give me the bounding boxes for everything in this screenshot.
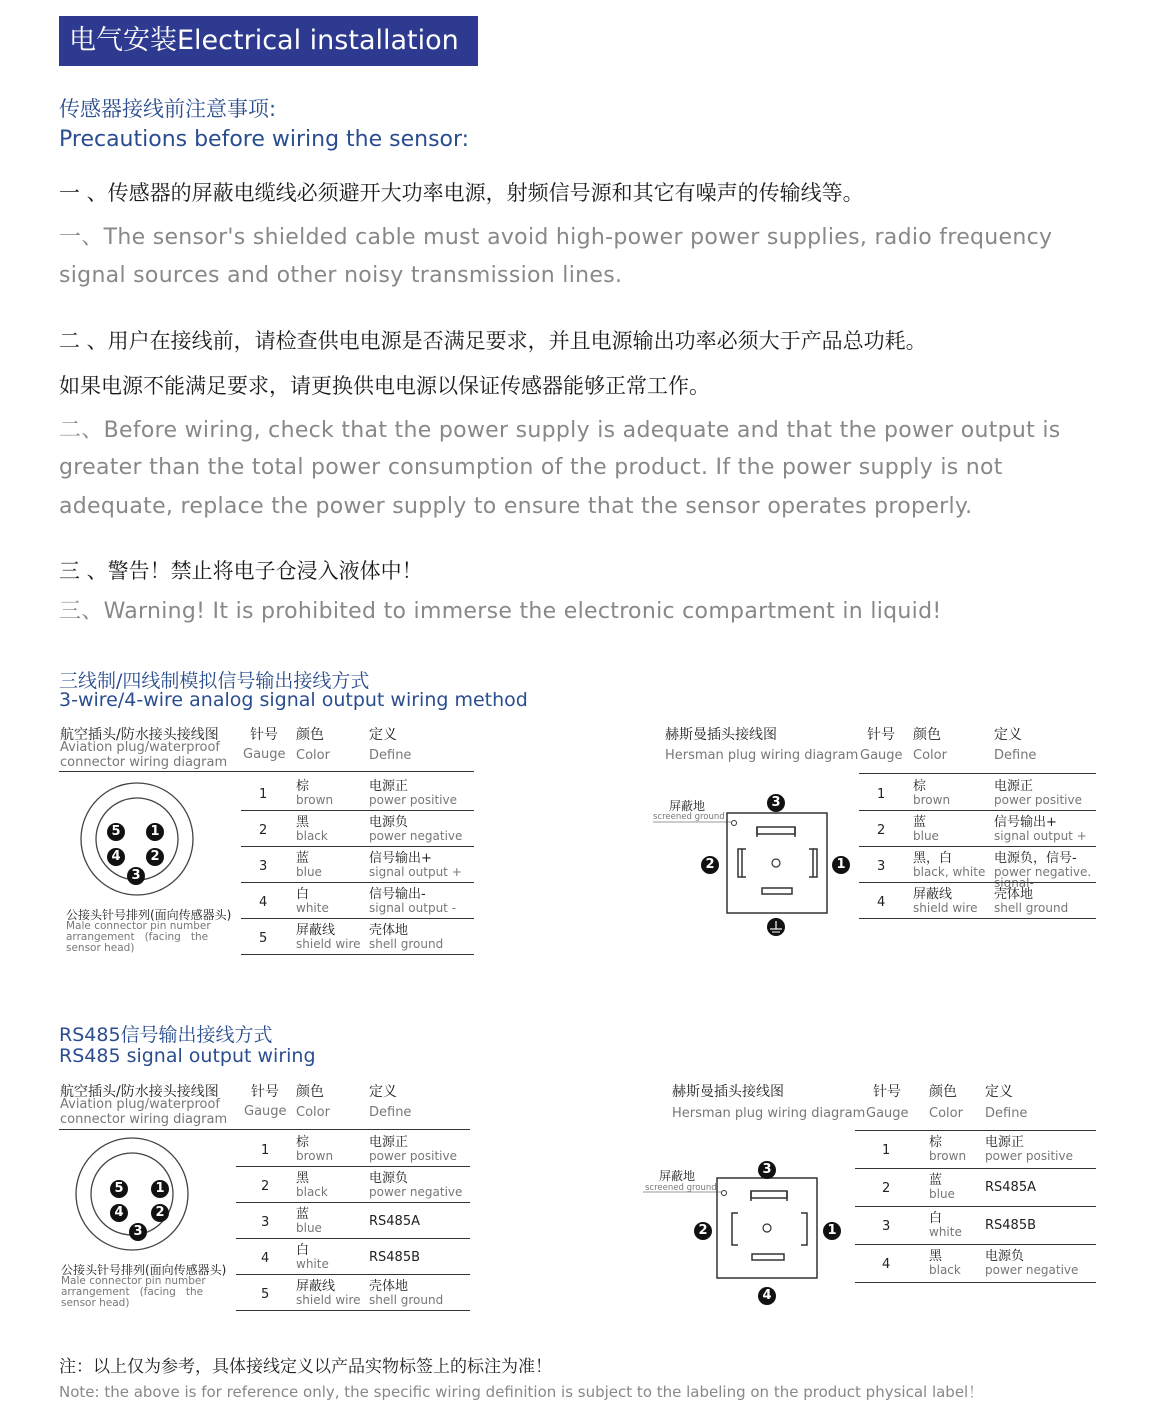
analog-left-gauge-1: 1 (259, 787, 268, 802)
rs485-left-color-cn: 屏蔽线 (296, 1279, 336, 1294)
rs485-left-gauge-5: 5 (261, 1287, 270, 1302)
analog-left-gauge-5: 5 (259, 931, 268, 946)
rs485-left-h-define-cn: 定义 (369, 1084, 397, 1100)
rs485-left-color-cn: 蓝 (296, 1207, 310, 1222)
analog-right-h-gauge-en: Gauge (860, 748, 903, 763)
rs485-right-h-gauge-cn: 针号 (873, 1084, 901, 1100)
analog-right-hirschmann-diagram (650, 785, 860, 945)
analog-right-define-cn: 电源正 (994, 779, 1034, 794)
analog-right-gauge-4: 4 (877, 895, 886, 910)
rs485-right-header-rule (855, 1130, 1096, 1131)
rs485-left-pin-1: 1 (151, 1177, 169, 1198)
rs485-left-h-define-en: Define (369, 1105, 412, 1120)
analog-right-h-color-cn: 颜色 (913, 727, 941, 743)
analog-right-pin-2: 2 (701, 853, 719, 874)
rs485-right-h-diagram-cn: 赫斯曼插头接线图 (672, 1084, 784, 1100)
rs485-right-h-color-cn: 颜色 (929, 1084, 957, 1100)
rs485-right-gauge-2: 2 (882, 1181, 891, 1196)
analog-right-h-diagram-en: Hersman plug wiring diagram (665, 748, 859, 763)
analog-left-define-cn: 信号输出- (369, 887, 426, 902)
precaution-2-cn-line2: 如果电源不能满足要求，请更换供电电源以保证传感器能够正常工作。 (59, 374, 710, 398)
analog-left-h-color-cn: 颜色 (296, 727, 324, 743)
analog-left-row-rule (241, 846, 474, 847)
rs485-left-define-cn: 壳体地 (369, 1279, 409, 1294)
analog-right-row-rule (859, 810, 1096, 811)
precaution-2-en-line1: 二、Before wiring, check that the power supply is adequate and that the power output is (59, 418, 1061, 443)
analog-right-ground-en: screened ground (653, 812, 725, 822)
analog-left-header-rule (59, 771, 474, 772)
rs485-right-pin-4: 4 (758, 1284, 776, 1305)
analog-right-define-en-2: signal- (994, 876, 1034, 890)
analog-right-define-cn: 壳体地 (994, 887, 1034, 902)
analog-left-h-gauge-en: Gauge (243, 747, 286, 762)
rs485-right-h-color-en: Color (929, 1106, 963, 1121)
analog-left-row-rule (241, 918, 474, 919)
analog-right-ground-cn: 屏蔽地 (669, 799, 706, 813)
analog-right-color-cn: 蓝 (913, 815, 927, 830)
rs485-left-color-en: white (296, 1257, 329, 1271)
rs485-right-gauge-1: 1 (882, 1143, 891, 1158)
note-cn: 注：以上仅为参考，具体接线定义以产品实物标签上的标注为准！ (59, 1357, 552, 1377)
analog-left-pin-1: 1 (146, 820, 164, 841)
rs485-left-caption-en2: arrangement (facing the (61, 1286, 204, 1298)
analog-left-caption-en3: sensor head) (66, 942, 135, 954)
rs485-right-hirschmann-diagram (640, 1158, 850, 1303)
analog-left-define-en: signal output - (369, 901, 457, 915)
analog-right-color-en: blue (913, 829, 939, 843)
precaution-3-en: 三、Warning! It is prohibited to immerse the electronic compartment in liquid! (59, 599, 942, 624)
analog-left-caption-cn: 公接头针号排列(面向传感器头) (66, 908, 232, 922)
rs485-right-define-en: power negative (985, 1263, 1079, 1277)
rs485-left-gauge-2: 2 (261, 1179, 270, 1194)
rs485-right-color-en: white (929, 1225, 962, 1239)
rs485-right-row-rule (855, 1168, 1096, 1169)
rs485-left-header-rule (59, 1129, 470, 1130)
analog-right-gauge-1: 1 (877, 787, 886, 802)
analog-left-gauge-4: 4 (259, 895, 268, 910)
analog-right-color-en: black, white (913, 865, 986, 879)
analog-right-color-cn: 棕 (913, 779, 927, 794)
rs485-right-pin-1: 1 (823, 1219, 841, 1240)
analog-right-color-cn: 黑，白 (913, 851, 953, 866)
analog-left-color-en: black (296, 829, 328, 843)
rs485-left-h-gauge-cn: 针号 (251, 1084, 279, 1100)
rs485-left-h-color-en: Color (296, 1105, 330, 1120)
analog-right-define-cn: 电源负，信号- (994, 851, 1077, 866)
precautions-title-en: Precautions before wiring the sensor: (59, 127, 470, 152)
analog-right-define-en: signal output + (994, 829, 1087, 843)
analog-right-h-define-en: Define (994, 748, 1037, 763)
rs485-right-define-cn: RS485B (985, 1218, 1037, 1233)
precaution-2-en-line3: adequate, replace the power supply to ensure that the sensor operates properly. (59, 494, 973, 519)
analog-right-define-en: shell ground (994, 901, 1069, 915)
analog-left-define-en: shell ground (369, 937, 444, 951)
rs485-left-caption-en1: Male connector pin number (61, 1275, 206, 1287)
analog-left-pin-5: 5 (107, 820, 125, 841)
analog-right-define-cn: 信号输出+ (994, 815, 1057, 830)
analog-left-color-cn: 屏蔽线 (296, 923, 336, 938)
rs485-right-ground-en: screened ground (645, 1183, 717, 1193)
rs485-left-color-en: blue (296, 1221, 322, 1235)
analog-left-gauge-2: 2 (259, 823, 268, 838)
analog-right-row-rule (859, 846, 1096, 847)
rs485-left-color-cn: 白 (296, 1243, 310, 1258)
rs485-left-pin-2: 2 (151, 1201, 169, 1222)
analog-left-pin-4: 4 (107, 845, 125, 866)
rs485-right-h-diagram-en: Hersman plug wiring diagram (672, 1106, 866, 1121)
rs485-right-define-cn: 电源正 (985, 1135, 1025, 1150)
note-en: Note: the above is for reference only, the specific wiring definition is subject to the labeling on the product physical label！ (59, 1383, 984, 1401)
analog-right-color-en: brown (913, 793, 951, 807)
analog-left-color-cn: 白 (296, 887, 310, 902)
rs485-left-define-cn: 电源正 (369, 1135, 409, 1150)
rs485-left-define-cn: RS485A (369, 1214, 420, 1229)
analog-title-en: 3-wire/4-wire analog signal output wiring method (59, 689, 528, 711)
analog-left-define-cn: 电源负 (369, 815, 409, 830)
rs485-left-color-en: black (296, 1185, 328, 1199)
rs485-left-caption-en3: sensor head) (61, 1297, 130, 1309)
rs485-left-row-rule (236, 1310, 470, 1311)
precaution-2-en-line2: greater than the total power consumption of the product. If the power supply is not (59, 455, 1003, 480)
rs485-right-color-en: blue (929, 1187, 955, 1201)
rs485-left-define-en: power positive (369, 1149, 457, 1163)
section-banner: 电气安装Electrical installation (59, 16, 478, 66)
analog-left-h-diagram-en2: connector wiring diagram (60, 755, 228, 770)
rs485-right-h-define-cn: 定义 (985, 1084, 1013, 1100)
rs485-left-row-rule (236, 1166, 470, 1167)
analog-right-gauge-2: 2 (877, 823, 886, 838)
analog-right-define-en: power positive (994, 793, 1082, 807)
precaution-1-en-line2: signal sources and other noisy transmission lines. (59, 263, 623, 288)
rs485-right-color-cn: 白 (929, 1211, 943, 1226)
analog-right-color-cn: 屏蔽线 (913, 887, 953, 902)
analog-right-h-gauge-cn: 针号 (867, 727, 895, 743)
analog-title-cn: 三线制/四线制模拟信号输出接线方式 (59, 670, 370, 692)
rs485-left-row-rule (236, 1274, 470, 1275)
analog-left-pin-2: 2 (146, 845, 164, 866)
rs485-right-h-gauge-en: Gauge (866, 1106, 909, 1121)
analog-left-row-rule (241, 882, 474, 883)
analog-left-define-en: signal output + (369, 865, 462, 879)
precaution-2-cn-line1: 二 、用户在接线前，请检查供电电源是否满足要求，并且电源输出功率必须大于产品总功耗。 (59, 329, 927, 353)
rs485-right-h-define-en: Define (985, 1106, 1028, 1121)
analog-left-pin-3: 3 (127, 864, 145, 885)
rs485-right-pin-3: 3 (758, 1158, 776, 1179)
analog-right-header-rule (859, 773, 1096, 774)
rs485-left-row-rule (236, 1238, 470, 1239)
analog-left-h-diagram-cn: 航空插头/防水接头接线图 (60, 727, 219, 743)
rs485-title-cn: RS485信号输出接线方式 (59, 1024, 273, 1046)
rs485-right-color-en: black (929, 1263, 961, 1277)
analog-left-caption-en2: arrangement (facing the (66, 931, 209, 943)
rs485-left-pin-3: 3 (129, 1220, 147, 1241)
analog-left-h-define-cn: 定义 (369, 727, 397, 743)
rs485-right-color-en: brown (929, 1149, 967, 1163)
analog-left-color-cn: 蓝 (296, 851, 310, 866)
rs485-right-define-cn: 电源负 (985, 1249, 1025, 1264)
rs485-right-color-cn: 黑 (929, 1249, 943, 1264)
analog-right-h-define-cn: 定义 (994, 727, 1022, 743)
analog-right-h-diagram-cn: 赫斯曼插头接线图 (665, 727, 777, 743)
analog-left-define-cn: 电源正 (369, 779, 409, 794)
rs485-right-row-rule (855, 1206, 1096, 1207)
analog-right-row-rule (859, 918, 1096, 919)
analog-right-color-en: shield wire (913, 901, 978, 915)
analog-left-define-cn: 壳体地 (369, 923, 409, 938)
rs485-left-h-gauge-en: Gauge (244, 1104, 287, 1119)
rs485-left-gauge-3: 3 (261, 1215, 270, 1230)
analog-left-define-cn: 信号输出+ (369, 851, 432, 866)
rs485-left-define-cn: 电源负 (369, 1171, 409, 1186)
analog-left-color-en: shield wire (296, 937, 361, 951)
analog-left-color-en: brown (296, 793, 334, 807)
rs485-right-color-cn: 蓝 (929, 1173, 943, 1188)
analog-left-h-color-en: Color (296, 748, 330, 763)
rs485-left-caption-cn: 公接头针号排列(面向传感器头) (61, 1263, 227, 1277)
rs485-right-row-rule (855, 1282, 1096, 1283)
analog-left-h-gauge-cn: 针号 (250, 727, 278, 743)
rs485-left-h-color-cn: 颜色 (296, 1084, 324, 1100)
rs485-left-h-diagram-cn: 航空插头/防水接头接线图 (60, 1084, 219, 1100)
precaution-3-cn: 三 、警告！禁止将电子仓浸入液体中！ (59, 559, 423, 583)
analog-left-h-define-en: Define (369, 748, 412, 763)
rs485-left-define-en: power negative (369, 1185, 463, 1199)
rs485-left-h-diagram-en2: connector wiring diagram (60, 1112, 228, 1127)
analog-left-color-en: blue (296, 865, 322, 879)
analog-left-color-cn: 棕 (296, 779, 310, 794)
rs485-right-color-cn: 棕 (929, 1135, 943, 1150)
analog-left-caption-en1: Male connector pin number (66, 920, 211, 932)
analog-left-define-en: power positive (369, 793, 457, 807)
rs485-left-color-en: brown (296, 1149, 334, 1163)
rs485-left-color-cn: 黑 (296, 1171, 310, 1186)
analog-left-row-rule (241, 810, 474, 811)
rs485-title-en: RS485 signal output wiring (59, 1045, 316, 1067)
analog-right-h-color-en: Color (913, 748, 947, 763)
rs485-left-pin-5: 5 (110, 1177, 128, 1198)
precaution-1-cn: 一 、传感器的屏蔽电缆线必须避开大功率电源，射频信号源和其它有噪声的传输线等。 (59, 181, 864, 205)
analog-left-h-diagram-en1: Aviation plug/waterproof (60, 740, 221, 755)
rs485-right-row-rule (855, 1244, 1096, 1245)
analog-right-pin-3: 3 (767, 791, 785, 812)
rs485-left-gauge-4: 4 (261, 1251, 270, 1266)
rs485-left-color-cn: 棕 (296, 1135, 310, 1150)
rs485-left-gauge-1: 1 (261, 1143, 270, 1158)
analog-left-row-rule (241, 954, 474, 955)
rs485-right-define-cn: RS485A (985, 1180, 1036, 1195)
rs485-right-ground-cn: 屏蔽地 (659, 1169, 696, 1183)
rs485-right-gauge-3: 3 (882, 1219, 891, 1234)
rs485-left-row-rule (236, 1202, 470, 1203)
analog-right-pin-1: 1 (832, 853, 850, 874)
precaution-1-en-line1: 一、The sensor's shielded cable must avoid high-power power supplies, radio frequency (59, 225, 1053, 250)
analog-left-define-en: power negative (369, 829, 463, 843)
rs485-left-h-diagram-en1: Aviation plug/waterproof (60, 1097, 221, 1112)
rs485-right-pin-2: 2 (694, 1219, 712, 1240)
rs485-left-define-en: shell ground (369, 1293, 444, 1307)
rs485-left-color-en: shield wire (296, 1293, 361, 1307)
analog-right-row-rule (859, 882, 1096, 883)
precautions-title-cn: 传感器接线前注意事项: (59, 97, 277, 121)
analog-right-define-en: power negative. (994, 865, 1092, 879)
analog-left-gauge-3: 3 (259, 859, 268, 874)
analog-left-color-en: white (296, 901, 329, 915)
rs485-right-define-en: power positive (985, 1149, 1073, 1163)
rs485-left-pin-4: 4 (110, 1201, 128, 1222)
analog-right-gauge-3: 3 (877, 859, 886, 874)
rs485-left-define-cn: RS485B (369, 1250, 421, 1265)
analog-left-color-cn: 黑 (296, 815, 310, 830)
rs485-right-gauge-4: 4 (882, 1257, 891, 1272)
